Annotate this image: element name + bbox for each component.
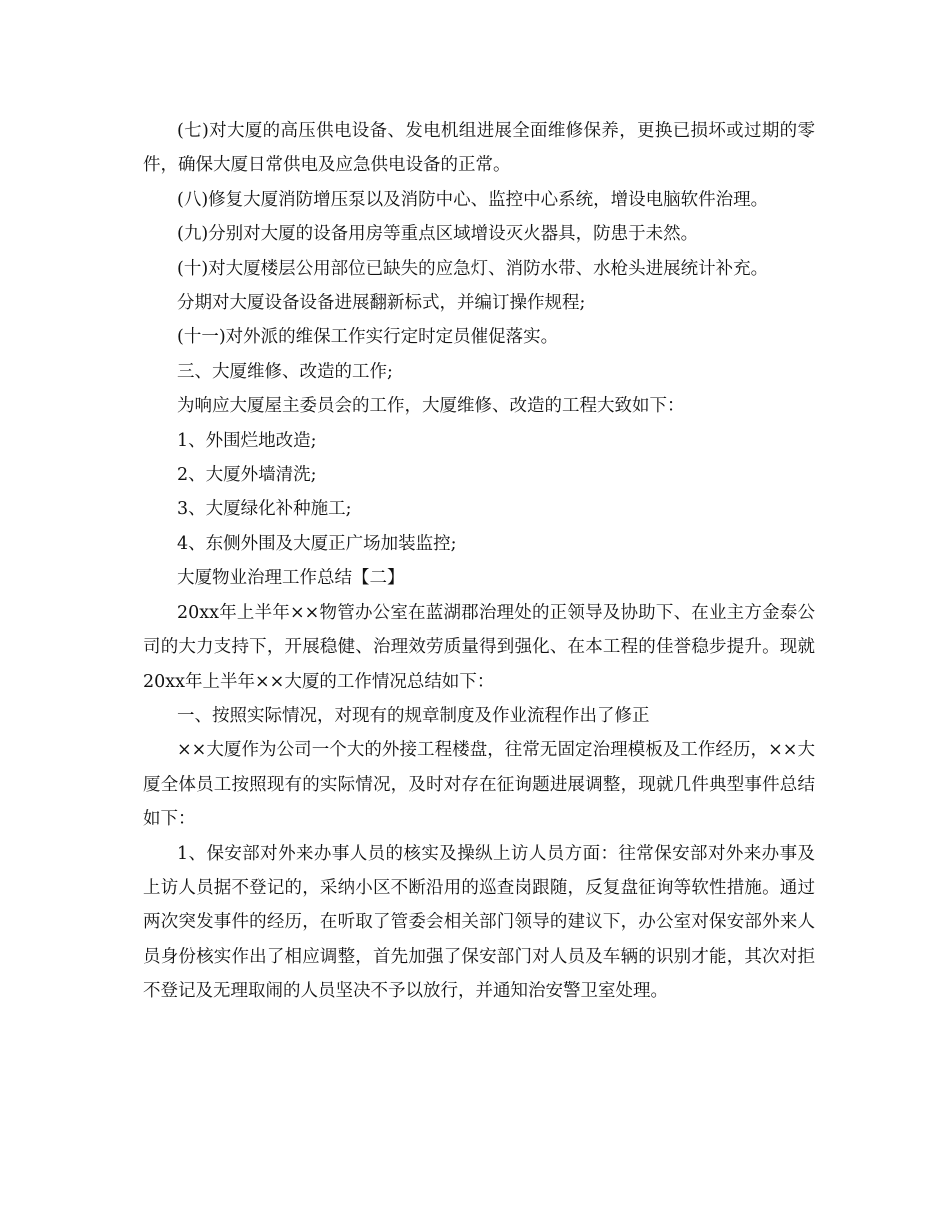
- paragraph: (九)分别对大厦的设备用房等重点区域增设灭火器具，防患于未然。: [177, 224, 699, 245]
- list-item: 1、外围烂地改造;: [177, 430, 317, 451]
- section-heading: 一、按照实际情况，对现有的规章制度及作业流程作出了修正: [177, 705, 650, 726]
- section-title: 大厦物业治理工作总结【二】: [177, 568, 405, 589]
- paragraph: 分期对大厦设备设备进展翻新标式，并编订操作规程;: [177, 293, 586, 314]
- paragraph: ××大厦作为公司一个大的外接工程楼盘，往常无固定治理模板及工作经历，××大厦全体员工按照现有的实际情况，及时对存在征询题进展调整，现就几件典型事件总结如下：: [143, 740, 815, 830]
- list-item: 4、东侧外围及大厦正广场加装监控;: [177, 533, 457, 554]
- list-item: 2、大厦外墙清洗;: [177, 465, 317, 486]
- paragraph: (十)对大厦楼层公用部位已缺失的应急灯、消防水带、水枪头进展统计补充。: [177, 258, 769, 279]
- paragraph: 为响应大厦屋主委员会的工作，大厦维修、改造的工程大致如下：: [177, 396, 685, 417]
- list-item: 3、大厦绿化补种施工;: [177, 499, 352, 520]
- paragraph: 20xx年上半年××物管办公室在蓝湖郡治理处的正领导及协助下、在业主方金泰公司的大力支持下，开展稳健、治理效劳质量得到强化、在本工程的佳誉稳步提升。现就20xx年上半年××大厦的工作情况总结如下：: [143, 602, 815, 692]
- paragraph: (八)修复大厦消防增压泵以及消防中心、监控中心系统，增设电脑软件治理。: [177, 189, 769, 210]
- document-body: [143, 114, 815, 1009]
- paragraph: (十一)对外派的维保工作实行定时定员催促落实。: [177, 327, 559, 348]
- paragraph: 1、保安部对外来办事人员的核实及操纵上访人员方面：往常保安部对外来办事及上访人员据不登记的，采纳小区不断沿用的巡查岗跟随，反复盘征询等软性措施。通过两次突发事件的经历，在听取了管委会相关部门领导的建议下，办公室对保安部外来人员身份核实作出了相应调整，首先加强了保安部门对人员及车辆的识别才能，其次对拒不登记及无理取闹的人员坚决不予以放行，并通知治安警卫室处理。: [143, 843, 815, 1002]
- section-heading: 三、大厦维修、改造的工作;: [177, 361, 393, 382]
- paragraph: (七)对大厦的高压供电设备、发电机组进展全面维修保养，更换已损坏或过期的零件，确保大厦日常供电及应急供电设备的正常。: [143, 121, 815, 176]
